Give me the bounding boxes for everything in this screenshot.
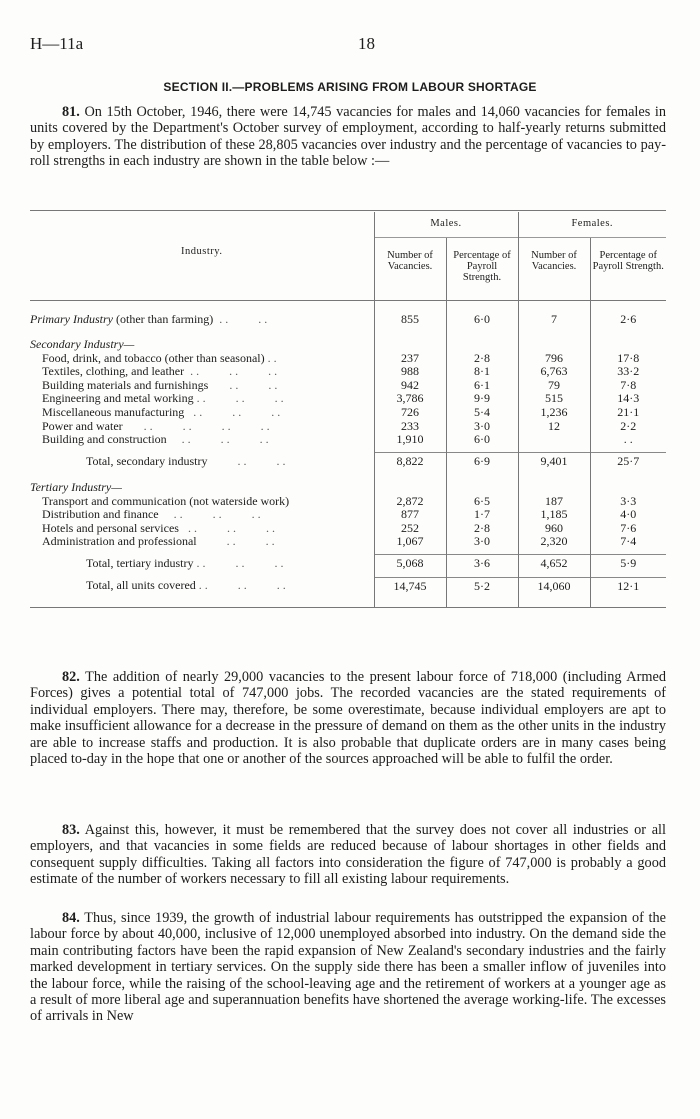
- row-label: Primary Industry (other than farming) . . . .: [30, 311, 268, 326]
- males-percentage-header: Percentage of Payroll Strength.: [446, 237, 518, 291]
- table-total-row-tertiary: Total, tertiary industry . . . . . . 5,068 3·6 4,652 5·9: [30, 555, 666, 571]
- vacancies-table: [30, 210, 666, 608]
- table-row: Transport and communication (not waterside work) 2,872 6·5 187 3·3: [30, 495, 666, 509]
- paragraph-number: 84.: [62, 910, 80, 926]
- paragraph-text: The addition of nearly 29,000 vacancies to the present labour force of 718,000 (including Armed Forces) gives a potential total of 747,000 jobs. The recorded vacancies are the stated requirements of individual employers. There may, therefore, be some overestimate, because individual employers are apt to make insufficient allowance for a decrease in the pressure of demand on them as the other units in the industry are able to increase staffs and production. It is also probable that duplicate orders are in many cases being placed to-day in the hope that one or another of the sources approached will be able to fulfil the order.: [30, 669, 666, 768]
- table-row: Administration and professional . . . . 1,067 3·0 2,320 7·4: [30, 535, 666, 549]
- females-column-header: Females.: [518, 212, 666, 238]
- paragraph-81: [30, 104, 666, 170]
- section-title: SECTION II.—PROBLEMS ARISING FROM LABOUR SHORTAGE: [163, 80, 537, 94]
- table-total-row-secondary: Total, secondary industry . . . . 8,822 6·9 9,401 25·7: [30, 453, 666, 469]
- males-number-cell: 855: [374, 313, 446, 327]
- males-percentage-cell: 6·0: [446, 313, 518, 327]
- females-percentage-cell: 2·6: [590, 313, 666, 327]
- paragraph-82: [30, 669, 666, 767]
- males-column-header: Males.: [374, 212, 518, 238]
- females-number-header: Number of Vacancies.: [518, 237, 590, 291]
- paragraph-number: 81.: [62, 104, 80, 120]
- females-number-cell: 7: [518, 313, 590, 327]
- table-row: Engineering and metal working . . . . . . 3,786 9·9 515 14·3: [30, 392, 666, 406]
- paragraph-number: 83.: [62, 822, 80, 838]
- table-row: Hotels and personal services . . . . . . 252 2·8 960 7·6: [30, 522, 666, 536]
- table-group-heading: [30, 338, 666, 352]
- page-header: [30, 34, 670, 56]
- table-row: Building materials and furnishings . . . . 942 6·1 79 7·8: [30, 379, 666, 393]
- table-row: Food, drink, and tobacco (other than seasonal) . . 237 2·8 796 17·8: [30, 352, 666, 366]
- paragraph-83: [30, 822, 666, 888]
- document-reference: H—11a: [30, 34, 84, 53]
- table-row-primary: [30, 313, 666, 327]
- paragraph-text: Against this, however, it must be remembered that the survey does not cover all industries or all employers, and that vacancies in some fields are reduced because of labour shortages in other fields and consequent supply difficulties. Taking all factors into consideration the figure of 747,000 is probably a good estimate of the number of workers necessary to fill all existing labour requirements.: [30, 822, 666, 888]
- industry-column-header: Industry.: [181, 245, 223, 257]
- paragraph-text: On 15th October, 1946, there were 14,745 vacancies for males and 14,060 vacancies for females in units covered by the Department's October survey of employment, according to half-yearly returns submitted by employers. The distribution of these 28,805 vacancies over industry and the percentage of vacancies to pay-roll strengths in each industry are shown in the table below :—: [30, 104, 666, 170]
- tertiary-industry-heading: Tertiary Industry—: [30, 479, 122, 494]
- table-row: Textiles, clothing, and leather . . . . . . 988 8·1 6,763 33·2: [30, 365, 666, 379]
- paragraph-84: [30, 910, 666, 1025]
- secondary-industry-heading: Secondary Industry—: [30, 337, 135, 352]
- table-row: Distribution and finance . . . . . . 877 1·7 1,185 4·0: [30, 508, 666, 522]
- table-grand-total-row: Total, all units covered . . . . . . 14,745 5·2 14,060 12·1: [30, 577, 666, 593]
- table-row: Building and construction . . . . . . 1,910 6·0 . .: [30, 433, 666, 447]
- females-percentage-header: Percentage of Payroll Strength.: [590, 237, 666, 291]
- table-group-heading: [30, 481, 666, 495]
- paragraph-text: Thus, since 1939, the growth of industrial labour requirements has outstripped the expansion of the labour force by about 40,000, inclusive of 12,000 unemployed absorbed into industry. On the demand side the main contributing factors have been the rapid expansion of New Zealand's secondary industries and the fairly marked development in tertiary services. On the supply side there has been a smaller inflow of juveniles into the labour force, while the raising of the school-leaving age and the retirement of workers at a younger age as a result of more liberal age and superannuation benefits have shortened the average working-life. The excesses of arrivals in New: [30, 910, 666, 1025]
- males-number-header: Number of Vacancies.: [374, 237, 446, 291]
- table-row: Power and water . . . . . . . . 233 3·0 12 2·2: [30, 420, 666, 434]
- page-number: 18: [358, 34, 375, 53]
- paragraph-number: 82.: [62, 669, 80, 685]
- table-row: Miscellaneous manufacturing . . . . . . 726 5·4 1,236 21·1: [30, 406, 666, 420]
